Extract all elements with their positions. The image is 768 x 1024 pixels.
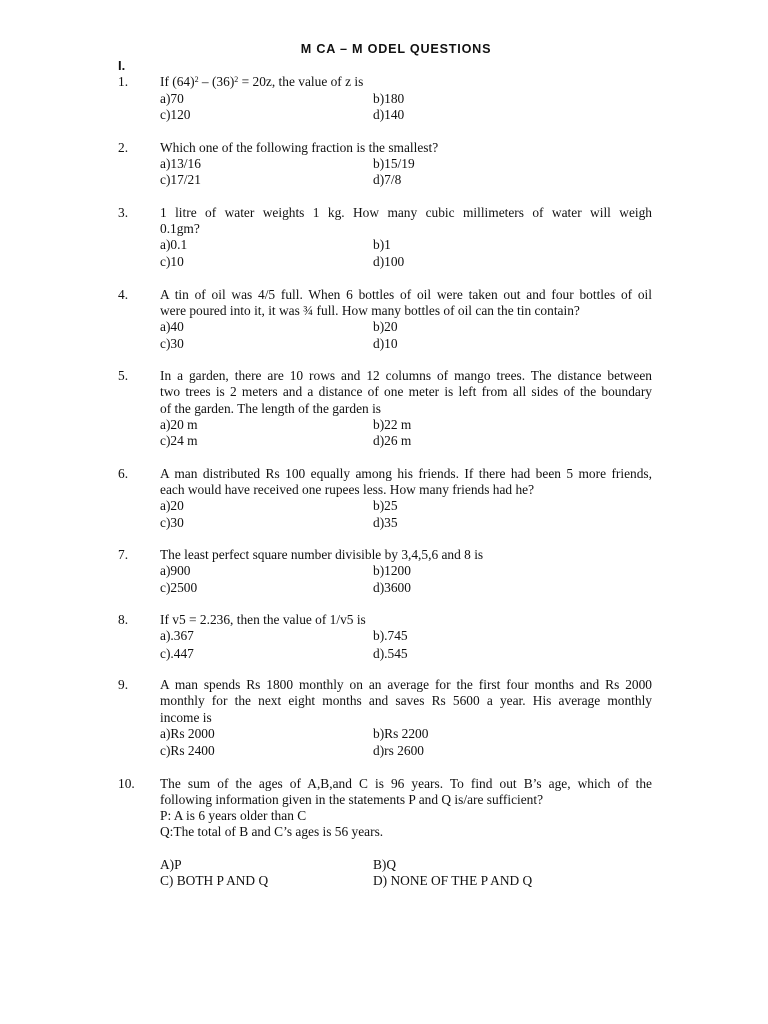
question-text [160,466,652,499]
option-a: a)70 [160,91,184,106]
question-number: 1. [118,74,129,89]
question-line: If v5 = 2.236, then the value of 1/v5 is [160,612,366,627]
option-d: d)35 [373,515,398,530]
question-text [160,140,652,156]
question-text [160,368,652,417]
question-number: 7. [118,547,129,562]
option-d: D) NONE OF THE P AND Q [373,873,533,888]
question-text [160,677,652,726]
option-c: c)120 [160,107,191,122]
question-number: 4. [118,287,129,302]
question-line: following information given in the statements P and Q is/are sufficient? [160,792,544,808]
question-text [160,547,652,563]
option-a: a)40 [160,319,184,334]
option-b: b)20 [373,319,398,334]
question-line: income is [160,709,212,725]
option-d: d)7/8 [373,172,402,187]
option-c: C) BOTH P AND Q [160,873,269,888]
question-line: A tin of oil was 4/5 full. When 6 bottles of oil were taken out and four bottles of oil [160,287,652,302]
option-c: c)24 m [160,433,198,448]
question-number: 5. [118,368,129,383]
question-text [160,287,652,320]
option-c: c)Rs 2400 [160,743,215,758]
option-b: B)Q [373,857,397,872]
question-number: 8. [118,612,129,627]
question-number: 10. [118,776,135,791]
question-number: 9. [118,677,129,692]
option-c: c).447 [160,646,194,661]
question-number: 2. [118,140,129,155]
question-line: The least perfect square number divisible by 3,4,5,6 and 8 is [160,547,484,562]
page-title: M CA – M ODEL QUESTIONS [300,42,492,56]
option-a: a).367 [160,628,194,643]
option-d: d)rs 2600 [373,743,424,758]
option-c: c)17/21 [160,172,201,187]
option-c: c)2500 [160,580,198,595]
option-d: d)100 [373,254,405,269]
question-line: Which one of the following fraction is the smallest? [160,140,439,155]
statement-p: P: A is 6 years older than C [160,808,307,823]
question-text [160,612,652,628]
question-line: two trees is 2 meters and a distance of one meter is left from all sides of the boundary [160,384,652,400]
question-line: In a garden, there are 10 rows and 12 columns of mango trees. The distance between [160,368,652,383]
option-b: b)22 m [373,417,412,432]
option-b: b)15/19 [373,156,415,171]
option-a: a)20 [160,498,184,513]
option-c: c)30 [160,515,184,530]
option-d: d)140 [373,107,405,122]
option-b: b)25 [373,498,398,513]
option-d: d)10 [373,336,398,351]
question-line: A man distributed Rs 100 equally among his friends. If there had been 5 more friends, [160,466,652,481]
question-line: 0.1gm? [160,221,200,237]
option-a: a)Rs 2000 [160,726,215,741]
question-line: of the garden. The length of the garden is [160,400,381,416]
question-number: 6. [118,466,129,481]
option-a: a)20 m [160,417,198,432]
option-b: b)1 [373,237,391,252]
option-a: A)P [160,857,182,872]
option-a: a)0.1 [160,237,188,252]
option-b: b)180 [373,91,405,106]
question-line: monthly for the next eight months and saves Rs 5600 a year. His average monthly [160,693,652,709]
option-c: c)30 [160,336,184,351]
question-line: each would have received one rupees less. How many friends had he? [160,482,535,498]
question-text [160,776,652,809]
question-line: were poured into it, it was ¾ full. How many bottles of oil can the tin contain? [160,303,580,319]
option-c: c)10 [160,254,184,269]
question-line: If $(64)^2 - (36)^2 = 20z$, the value of z is [160,74,364,89]
option-b: b)1200 [373,563,411,578]
option-d: d)3600 [373,580,411,595]
option-d: d).545 [373,646,408,661]
option-d: d)26 m [373,433,412,448]
question-line: 1 litre of water weights 1 kg. How many cubic millimeters of water will weigh [160,205,652,220]
option-a: a)900 [160,563,191,578]
question-text [160,74,652,90]
question-line: The sum of the ages of A,B,and C is 96 years. To find out B’s age, which of the [160,776,652,791]
section-label: I. [118,58,126,73]
statement-q: Q:The total of B and C’s ages is 56 years. [160,824,384,839]
question-text [160,205,652,238]
option-a: a)13/16 [160,156,201,171]
option-b: b).745 [373,628,408,643]
option-b: b)Rs 2200 [373,726,429,741]
question-number: 3. [118,205,129,220]
question-line: A man spends Rs 1800 monthly on an average for the first four months and Rs 2000 [160,677,652,692]
